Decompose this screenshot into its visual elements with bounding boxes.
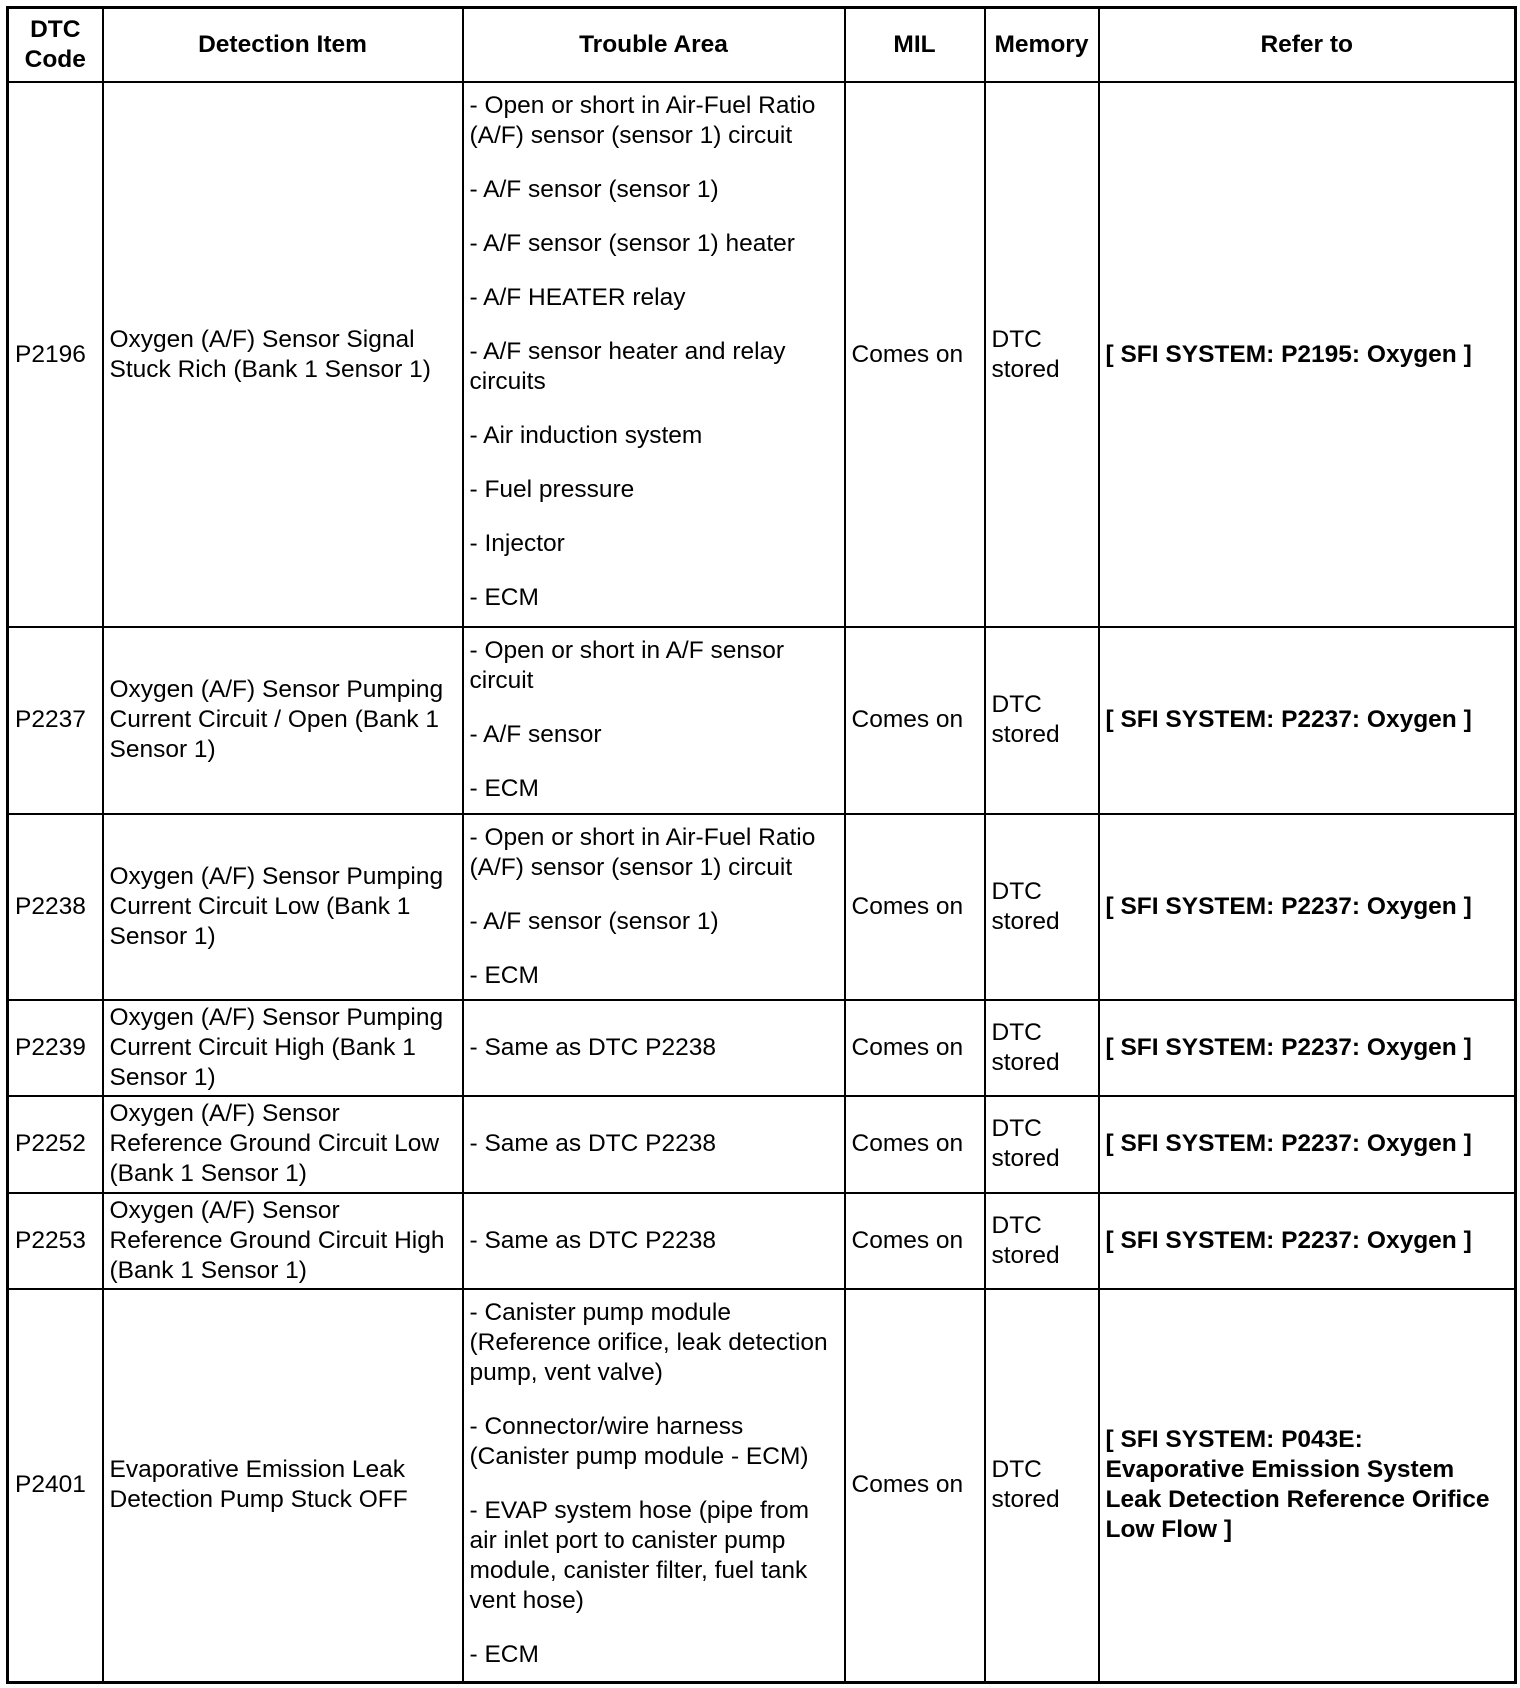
header-row [8, 8, 1516, 83]
trouble-area-item: - A/F sensor (sensor 1) [469, 907, 719, 935]
detection-item-cell: Oxygen (A/F) Sensor Pumping Current Circuit Low (Bank 1 Sensor 1) [103, 814, 463, 1000]
header-refer-to: Refer to [1099, 8, 1516, 83]
trouble-area-cell [463, 1193, 845, 1289]
dtc-code-cell: P2238 [8, 814, 103, 1000]
header-dtc-code [8, 8, 103, 83]
dtc-code-cell: P2239 [8, 1000, 103, 1096]
dtc-code-cell: P2253 [8, 1193, 103, 1289]
trouble-area-item: - Canister pump module (Reference orifice, leak detection pump, vent valve) [469, 1298, 828, 1386]
detection-item-cell: Oxygen (A/F) Sensor Pumping Current Circuit High (Bank 1 Sensor 1) [103, 1000, 463, 1096]
trouble-area-cell [463, 82, 845, 627]
refer-to-link: [ SFI SYSTEM: P2237: Oxygen ] [1099, 1000, 1516, 1096]
header-dtc-code-line1: DTC [30, 16, 81, 43]
trouble-area-item: - ECM [469, 775, 539, 803]
memory-cell: DTC stored [985, 1193, 1099, 1289]
dtc-code-cell: P2401 [8, 1289, 103, 1683]
trouble-area-item: - ECM [469, 584, 539, 611]
mil-cell: Comes on [845, 82, 985, 627]
memory-cell: DTC stored [985, 1000, 1099, 1096]
table-row [8, 1096, 1516, 1192]
table-body [8, 82, 1516, 1683]
table-row [8, 1289, 1516, 1683]
trouble-area-item: - EVAP system hose (pipe from air inlet port to canister pump module, canister filter, fuel tank vent hose) [469, 1496, 809, 1614]
trouble-area-cell [463, 1096, 845, 1192]
table-row [8, 82, 1516, 627]
detection-item-cell: Evaporative Emission Leak Detection Pump Stuck OFF [103, 1289, 463, 1683]
trouble-area-cell [463, 814, 845, 1000]
dtc-table [6, 6, 1517, 1684]
trouble-area-item: - A/F sensor (sensor 1) heater [469, 230, 795, 257]
header-dtc-code-line2: Code [24, 46, 86, 73]
mil-cell: Comes on [845, 1289, 985, 1683]
trouble-area-item: - Open or short in A/F sensor circuit [469, 637, 785, 695]
mil-cell: Comes on [845, 627, 985, 813]
dtc-code-cell: P2252 [8, 1096, 103, 1192]
trouble-area-cell [463, 1289, 845, 1683]
trouble-area-item: - Open or short in Air-Fuel Ratio (A/F) sensor (sensor 1) circuit [469, 92, 816, 149]
table-row [8, 1000, 1516, 1096]
mil-cell: Comes on [845, 1000, 985, 1096]
trouble-area-item: - Air induction system [469, 422, 703, 449]
table-row [8, 814, 1516, 1000]
trouble-area-item: - A/F sensor [469, 721, 602, 749]
memory-cell: DTC stored [985, 1289, 1099, 1683]
trouble-area-item: - A/F HEATER relay [469, 284, 686, 311]
detection-item-cell: Oxygen (A/F) Sensor Reference Ground Circuit Low (Bank 1 Sensor 1) [103, 1096, 463, 1192]
trouble-area-item: - Open or short in Air-Fuel Ratio (A/F) sensor (sensor 1) circuit [469, 823, 816, 881]
mil-cell: Comes on [845, 814, 985, 1000]
trouble-area-item: - ECM [469, 961, 539, 989]
memory-cell: DTC stored [985, 627, 1099, 813]
header-trouble-area: Trouble Area [463, 8, 845, 83]
trouble-area-item: - A/F sensor heater and relay circuits [469, 338, 786, 395]
dtc-code-cell: P2237 [8, 627, 103, 813]
trouble-area-item: - Fuel pressure [469, 476, 635, 503]
header-mil: MIL [845, 8, 985, 83]
trouble-area-cell [463, 1000, 845, 1096]
memory-cell: DTC stored [985, 1096, 1099, 1192]
trouble-area-cell [463, 627, 845, 813]
detection-item-cell: Oxygen (A/F) Sensor Pumping Current Circuit / Open (Bank 1 Sensor 1) [103, 627, 463, 813]
trouble-area-item: - ECM [469, 1640, 539, 1668]
trouble-area-item: - A/F sensor (sensor 1) [469, 176, 719, 203]
refer-to-link: [ SFI SYSTEM: P2237: Oxygen ] [1099, 1193, 1516, 1289]
refer-to-link: [ SFI SYSTEM: P043E: Evaporative Emission System Leak Detection Reference Orifice Low Flow ] [1099, 1289, 1516, 1683]
trouble-area-item: - Same as DTC P2238 [469, 1034, 716, 1062]
trouble-area-item: - Connector/wire harness (Canister pump module - ECM) [469, 1412, 809, 1470]
table-row [8, 627, 1516, 813]
trouble-area-item: - Injector [469, 530, 565, 557]
header-memory: Memory [985, 8, 1099, 83]
refer-to-link: [ SFI SYSTEM: P2195: Oxygen ] [1099, 82, 1516, 627]
detection-item-cell: Oxygen (A/F) Sensor Signal Stuck Rich (Bank 1 Sensor 1) [103, 82, 463, 627]
mil-cell: Comes on [845, 1193, 985, 1289]
header-detection-item: Detection Item [103, 8, 463, 83]
detection-item-cell: Oxygen (A/F) Sensor Reference Ground Circuit High (Bank 1 Sensor 1) [103, 1193, 463, 1289]
trouble-area-item: - Same as DTC P2238 [469, 1130, 716, 1158]
memory-cell: DTC stored [985, 814, 1099, 1000]
refer-to-link: [ SFI SYSTEM: P2237: Oxygen ] [1099, 1096, 1516, 1192]
memory-cell: DTC stored [985, 82, 1099, 627]
refer-to-link: [ SFI SYSTEM: P2237: Oxygen ] [1099, 814, 1516, 1000]
mil-cell: Comes on [845, 1096, 985, 1192]
table-row [8, 1193, 1516, 1289]
refer-to-link: [ SFI SYSTEM: P2237: Oxygen ] [1099, 627, 1516, 813]
dtc-code-cell: P2196 [8, 82, 103, 627]
trouble-area-item: - Same as DTC P2238 [469, 1226, 716, 1254]
